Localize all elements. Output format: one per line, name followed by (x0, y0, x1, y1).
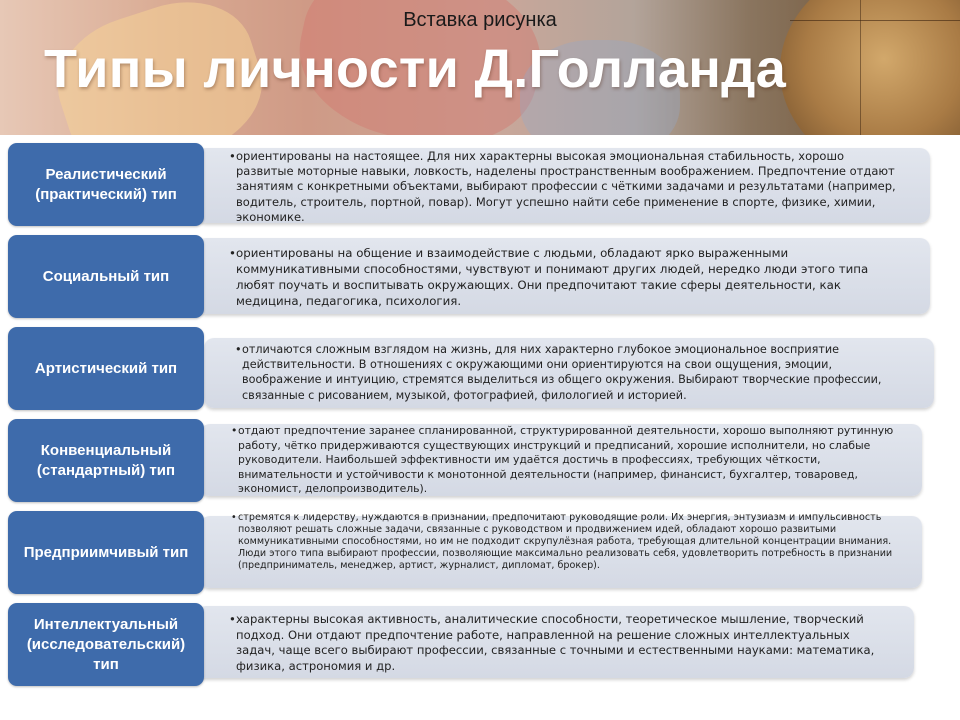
type-description: • отличаются сложным взглядом на жизнь, для них характерно глубокое эмоциональное восприятие действительности. В отношениях с окружающими они ориентируются на свои ощущения, эмоции, воображение и интуицию, стремятся выделиться из общего окружения. Выбирают творческие профессии, связанные с рисованием, музыкой, фотографией, филологией и историей. (235, 343, 882, 402)
bullet-icon: • (235, 343, 242, 356)
bullet-icon: • (231, 512, 237, 523)
type-label-text: Конвенциальный (стандартный) тип (36, 441, 176, 479)
type-label-text: Реалистический (практический) тип (35, 165, 177, 203)
type-label-social (8, 235, 204, 318)
bullet-icon: • (229, 612, 236, 626)
slide-title: Типы личности Д.Голланда (44, 39, 787, 99)
type-label-investigative (8, 603, 204, 686)
type-description: • характерны высокая активность, аналитические способности, теоретическое мышление, творческий подход. Они отдают предпочтение работе, направленной на решение сложных интеллектуальных задач, чаще всего выбирают профессии, связанные с точными и естественными науками: математика, физика, астрономия и др. (229, 612, 875, 673)
type-label-text: Предприимчивый тип (23, 543, 189, 561)
type-label-conventional (8, 419, 204, 502)
type-description: • ориентированы на общение и взаимодействие с людьми, обладают ярко выраженными коммуникативными способностями, чувствуют и понимают других людей, нередко люди этого типа любят поучать и воспитывать окружающих. Они предпочитают такие сферы деятельности, как медицина, педагогика, психология. (229, 246, 869, 308)
type-label-text: Интеллектуальный (исследовательский) тип (26, 615, 186, 673)
bullet-icon: • (229, 149, 236, 163)
bullet-icon: • (229, 246, 236, 260)
type-label-text: Социальный тип (42, 267, 170, 285)
type-label-text: Артистический тип (34, 359, 178, 377)
type-description: • ориентированы на настоящее. Для них характерны высокая эмоциональная стабильность, хорошо развитые моторные навыки, ловкость, наделены пространственным воображением. Предпочтение отдают занятиям с конкретными объектами, выбирают профессии с чёткими задачами и результатами (например, водитель, строитель, портной, повар). Могут успешно найти себе применение в спорте, физике, химии, экономике. (229, 149, 896, 224)
type-label-artistic (8, 327, 204, 410)
type-description: • стремятся к лидерству, нуждаются в признании, предпочитают руководящие роли. Их энергия, энтузиазм и импульсивность позволяют решать сложные задачи, связанные с руководством и продвижением идей, обладают хорошо развитыми коммуникативными способностями, но им не подходит скрупулёзная работа, требующая длительной концентрации внимания. Люди этого типа выбирают профессии, позволяющие максимально реализовать себя, удовлетворить потребность в признании (предприниматель, менеджер, артист, журналист, дипломат, брокер). (231, 512, 893, 571)
type-label-realistic (8, 143, 204, 226)
type-label-enterprising (8, 511, 204, 594)
bullet-icon: • (231, 424, 238, 437)
type-description: • отдают предпочтение заранее спланированной, структурированной деятельности, хорошо выполняют рутинную работу, чётко придерживаются существующих инструкций и предписаний, хорошие исполнители, но слабые руководители. Наибольшей эффективности им удаётся достичь в профессиях, требующих чёткости, внимательности и устойчивости к монотонной деятельности (например, финансист, бухгалтер, товаровед, экономист, делопроизводитель). (231, 424, 894, 496)
image-placeholder-caption[interactable]: Вставка рисунка (403, 9, 557, 31)
header-banner (0, 0, 960, 135)
